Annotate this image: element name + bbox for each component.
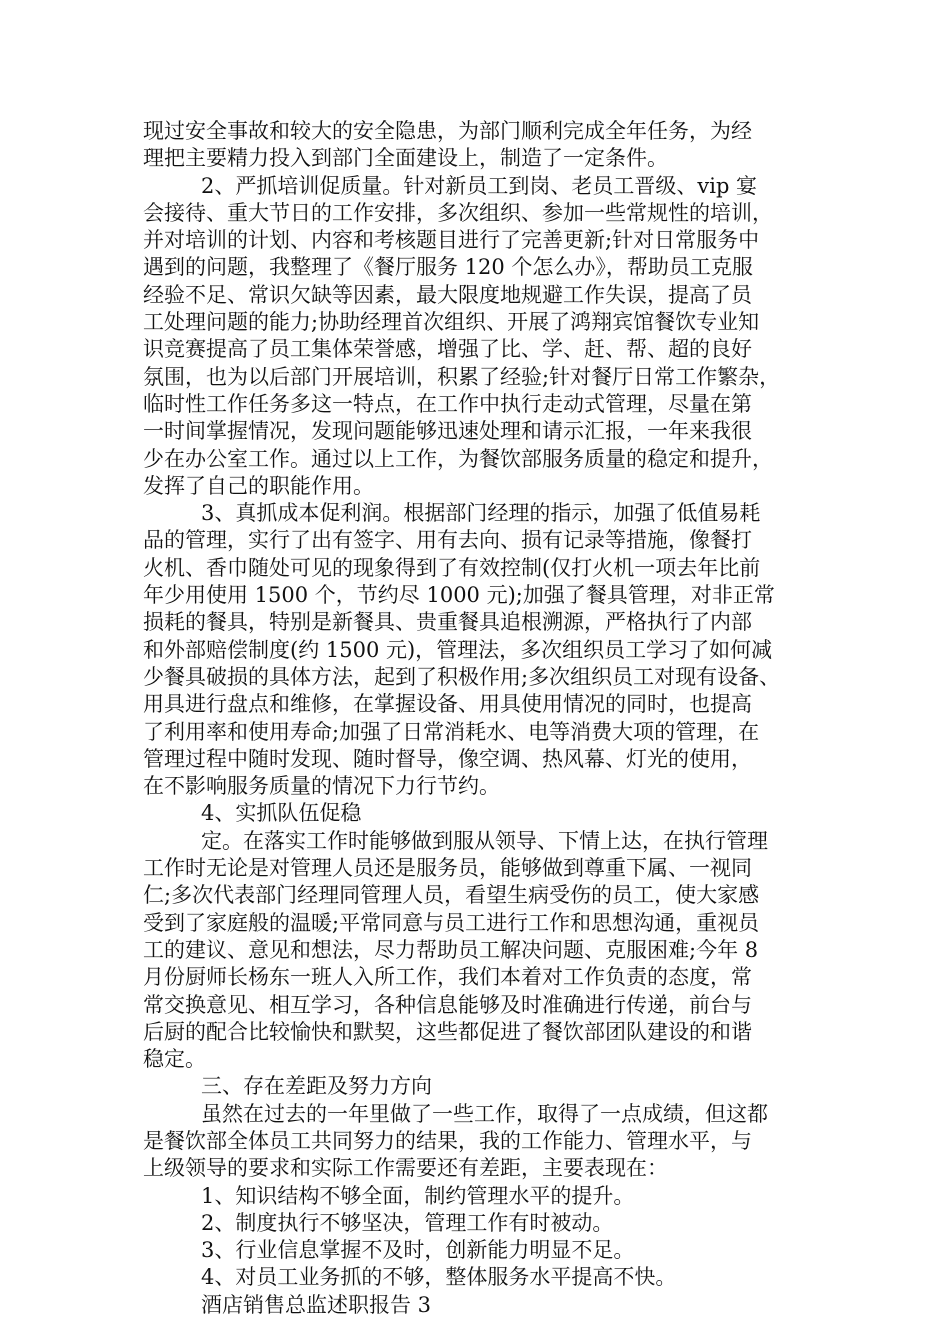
text-line: 和外部赔偿制度(约 1500 元)，管理法，多次组织员工学习了如何减 (143, 637, 773, 662)
list-item-line: 4、对员工业务抓的不够，整体服务水平提高不快。 (201, 1265, 677, 1290)
text-line: 临时性工作任务多这一特点，在工作中执行走动式管理，尽量在第 (143, 391, 752, 416)
section-heading-line: 三、存在差距及努力方向 (201, 1074, 432, 1099)
text-line: 工处理问题的能力;协助经理首次组织、开展了鸿翔宾馆餐饮专业知 (143, 310, 760, 335)
text-line: 用具进行盘点和维修，在掌握设备、用具使用情况的同时，也提高 (143, 692, 752, 717)
paragraph-start-line: 3、真抓成本促利润。根据部门经理的指示，加强了低值易耗 (201, 501, 761, 526)
text-line: 品的管理，实行了出有签字、用有去向、损有记录等措施，像餐打 (143, 528, 752, 553)
text-line: 受到了家庭般的温暖;平常同意与员工进行工作和思想沟通，重视员 (143, 910, 760, 935)
text-line: 少在办公室工作。通过以上工作，为餐饮部服务质量的稳定和提升， (143, 446, 773, 471)
text-line: 发挥了自己的职能作用。 (143, 473, 374, 498)
text-line: 经验不足、常识欠缺等因素，最大限度地规避工作失误，提高了员 (143, 282, 752, 307)
paragraph-start-line: 2、严抓培训促质量。针对新员工到岗、老员工晋级、vip 宴 (201, 173, 758, 198)
text-line: 识竞赛提高了员工集体荣誉感，增强了比、学、赶、帮、超的良好 (143, 337, 752, 362)
text-line: 理把主要精力投入到部门全面建设上，制造了一定条件。 (143, 146, 668, 171)
document-body (143, 118, 833, 1319)
text-line: 稳定。 (143, 1047, 206, 1072)
list-item-line: 2、制度执行不够坚决，管理工作有时被动。 (201, 1210, 614, 1235)
text-line: 上级领导的要求和实际工作需要还有差距，主要表现在： (143, 1156, 668, 1181)
paragraph-start-line: 虽然在过去的一年里做了一些工作，取得了一点成绩，但这都 (201, 1101, 768, 1126)
list-item-line: 1、知识结构不够全面，制约管理水平的提升。 (201, 1183, 635, 1208)
text-line: 工作时无论是对管理人员还是服务员，能够做到尊重下属、一视同 (143, 856, 752, 881)
text-line: 后厨的配合比较愉快和默契，这些都促进了餐饮部团队建设的和谐 (143, 1019, 752, 1044)
text-line: 并对培训的计划、内容和考核题目进行了完善更新;针对日常服务中 (143, 228, 760, 253)
text-line: 损耗的餐具，特别是新餐具、贵重餐具追根溯源，严格执行了内部 (143, 610, 752, 635)
text-line: 氛围，也为以后部门开展培训，积累了经验;针对餐厅日常工作繁杂， (143, 364, 781, 389)
paragraph-start-line: 定。在落实工作时能够做到服从领导、下情上达，在执行管理 (201, 828, 768, 853)
text-line: 现过安全事故和较大的安全隐患，为部门顺利完成全年任务，为经 (143, 119, 752, 143)
text-line: 是餐饮部全体员工共同努力的结果，我的工作能力、管理水平，与 (143, 1128, 752, 1153)
text-line: 常交换意见、相互学习，各种信息能够及时准确进行传递，前台与 (143, 992, 752, 1017)
text-line: 在不影响服务质量的情况下力行节约。 (143, 774, 500, 799)
text-line: 会接待、重大节日的工作安排，多次组织、参加一些常规性的培训， (143, 200, 773, 225)
text-line: 月份厨师长杨东一班人入所工作，我们本着对工作负责的态度，常 (143, 965, 752, 990)
list-item-line: 3、行业信息掌握不及时，创新能力明显不足。 (201, 1238, 635, 1263)
text-line: 一时间掌握情况，发现问题能够迅速处理和请示汇报，一年来我很 (143, 419, 752, 444)
text-line: 工的建议、意见和想法，尽力帮助员工解决问题、克服困难;今年 8 (143, 937, 759, 962)
text-line: 仁;多次代表部门经理同管理人员，看望生病受伤的员工，使大家感 (143, 883, 760, 908)
report-title-line: 酒店销售总监述职报告 3 (201, 1292, 432, 1317)
text-line: 年少用使用 1500 个，节约尽 1000 元);加强了餐具管理，对非正常 (143, 583, 775, 608)
text-line: 少餐具破损的具体方法，起到了积极作用;多次组织员工对现有设备、 (143, 664, 781, 689)
text-line: 遇到的问题，我整理了《餐厅服务 120 个怎么办》，帮助员工克服 (143, 255, 753, 280)
text-line: 了利用率和使用寿命;加强了日常消耗水、电等消费大项的管理，在 (143, 719, 760, 744)
text-line: 火机、香巾随处可见的现象得到了有效控制(仅打火机一项去年比前 (143, 555, 761, 580)
section-heading-line: 4、实抓队伍促稳 (201, 801, 362, 826)
text-line: 管理过程中随时发现、随时督导，像空调、热风幕、灯光的使用， (143, 746, 752, 771)
